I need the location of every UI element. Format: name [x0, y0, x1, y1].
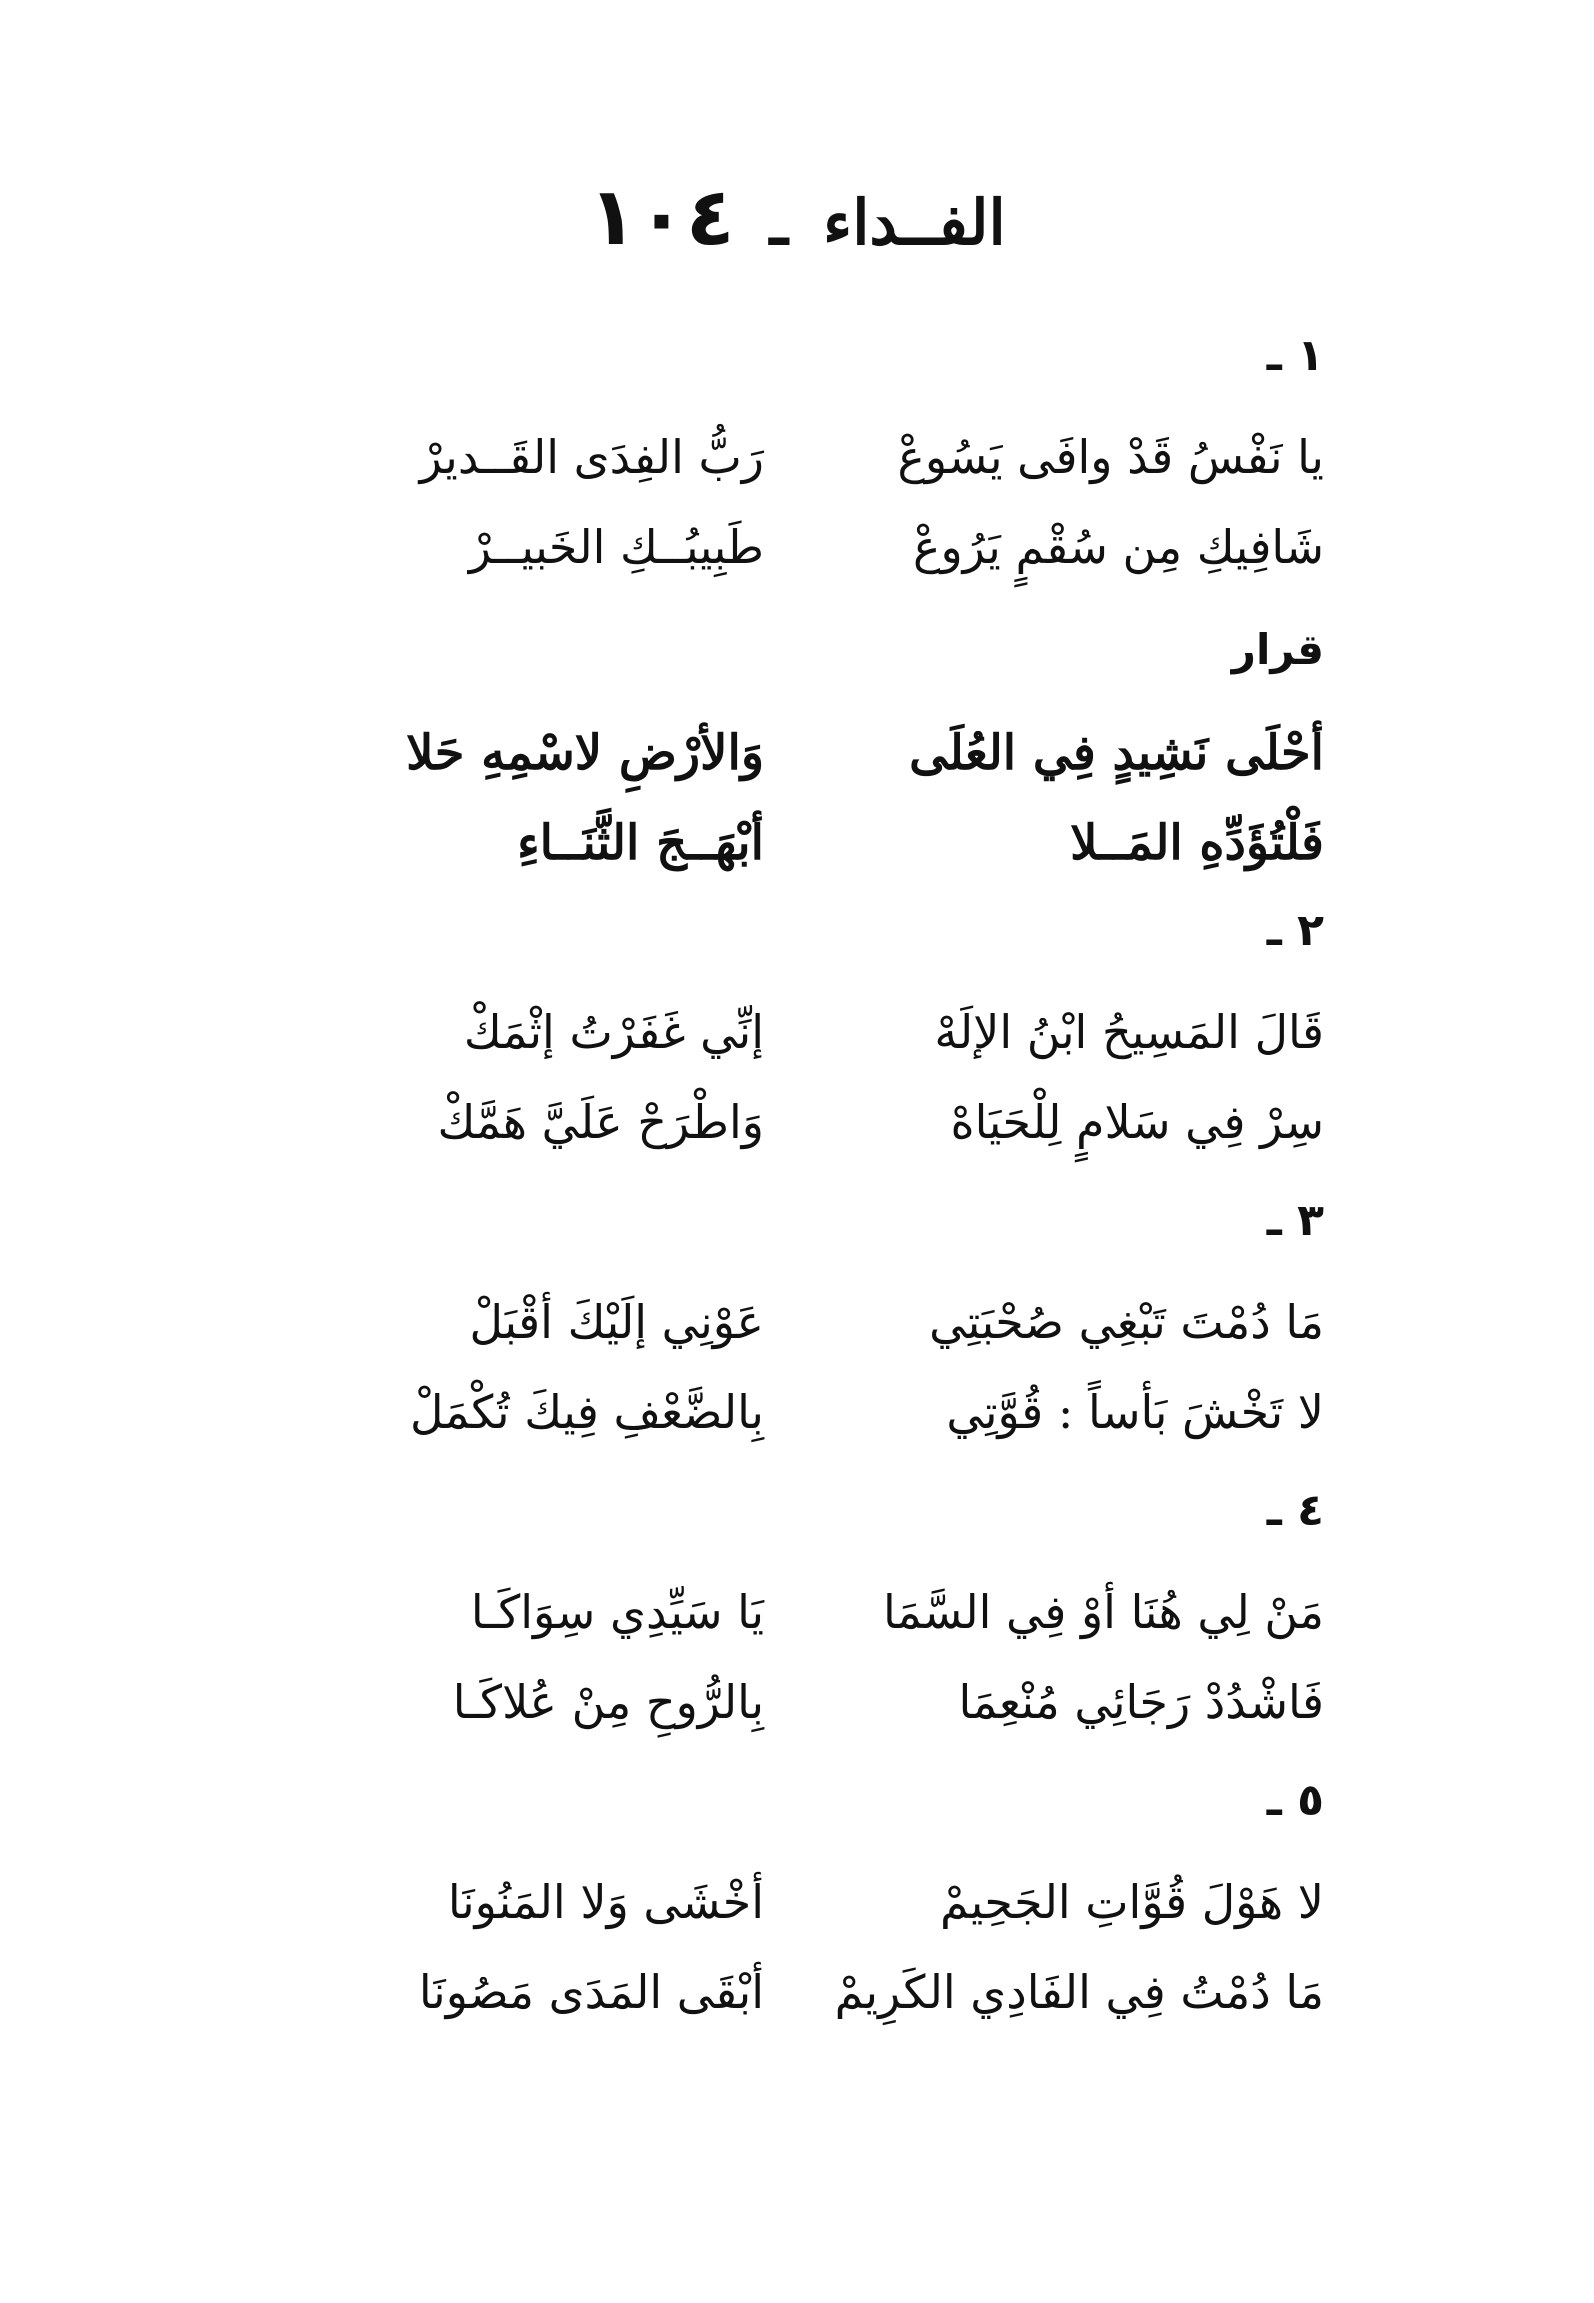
title-separator: ـ	[769, 186, 788, 259]
refrain-line	[264, 815, 1324, 885]
verse-hemistich-right: قَالَ المَسِيحُ ابْنُ الإلَهْ	[934, 1005, 1324, 1059]
stanza-number: ٤ ـ	[1266, 1485, 1324, 1536]
refrain-hemistich-right: أحْلَى نَشِيدٍ فِي العُلَى	[909, 725, 1324, 781]
verse-hemistich-left: وَاطْرَحْ عَلَيَّ هَمَّكْ	[437, 1095, 764, 1149]
verse-line	[264, 520, 1324, 590]
hymn-title: الفــداء	[823, 186, 1006, 259]
verse-hemistich-left: إنِّي غَفَرْتُ إثْمَكْ	[463, 1005, 764, 1059]
verse-line	[264, 1295, 1324, 1365]
verse-hemistich-left: بِالرُّوحِ مِنْ عُلاكَـا	[452, 1675, 764, 1729]
verse-hemistich-right: مَنْ لِي هُنَا أوْ فِي السَّمَا	[882, 1585, 1324, 1639]
verse-hemistich-left: بِالضَّعْفِ فِيكَ تُكْمَلْ	[409, 1385, 764, 1439]
verse-hemistich-left: طَبِيبُــكِ الخَبيــرْ	[468, 520, 764, 574]
verse-line	[264, 1965, 1324, 2035]
verse-hemistich-left: أخْشَى وَلا المَنُونَا	[447, 1875, 764, 1929]
verse-hemistich-right: لا هَوْلَ قُوَّاتِ الجَحِيمْ	[939, 1875, 1324, 1929]
stanza-number: ٢ ـ	[1266, 905, 1324, 956]
verse-hemistich-right: مَا دُمْتَ تَبْغِي صُحْبَتِي	[929, 1295, 1324, 1349]
hymn-number: ١٠٤	[588, 170, 735, 263]
verse-hemistich-right: لا تَخْشَ بَأساً : قُوَّتِي	[946, 1385, 1324, 1439]
verse-hemistich-right: سِرْ فِي سَلامٍ لِلْحَيَاهْ	[950, 1095, 1324, 1149]
stanza-number: ٥ ـ	[1266, 1775, 1324, 1826]
verse-line	[264, 430, 1324, 500]
verse-hemistich-right: فَاشْدُدْ رَجَائِي مُنْعِمَا	[958, 1675, 1324, 1729]
verse-line	[264, 1675, 1324, 1745]
stanza-number: ٣ ـ	[1266, 1195, 1324, 1246]
stanza-number: ١ ـ	[1266, 330, 1324, 381]
refrain-hemistich-right: فَلْتُؤَدِّهِ المَــلا	[1070, 815, 1324, 871]
page-title	[0, 170, 1594, 263]
verse-hemistich-right: مَا دُمْتُ فِي الفَادِي الكَرِيمْ	[834, 1965, 1324, 2019]
refrain-label: قرار	[1231, 625, 1324, 674]
verse-hemistich-right: يا نَفْسُ قَدْ وافَى يَسُوعْ	[897, 430, 1324, 484]
verse-hemistich-left: عَوْنِي إلَيْكَ أقْبَلْ	[469, 1295, 764, 1349]
verse-line	[264, 1005, 1324, 1075]
verse-hemistich-right: شَافِيكِ مِن سُقْمٍ يَرُوعْ	[913, 520, 1324, 574]
refrain-hemistich-left: أبْهَــجَ الثَّنَــاءِ	[517, 815, 764, 871]
verse-hemistich-left: رَبُّ الفِدَى القَــديرْ	[419, 430, 764, 484]
refrain-hemistich-left: وَالأرْضِ لاسْمِهِ حَلا	[406, 725, 764, 781]
refrain-line	[264, 725, 1324, 795]
verse-hemistich-left: أبْقَى المَدَى مَصُونَا	[418, 1965, 764, 2019]
verse-line	[264, 1385, 1324, 1455]
verse-line	[264, 1095, 1324, 1165]
verse-line	[264, 1585, 1324, 1655]
verse-line	[264, 1875, 1324, 1945]
verse-hemistich-left: يَا سَيِّدِي سِوَاكَـا	[470, 1585, 764, 1639]
